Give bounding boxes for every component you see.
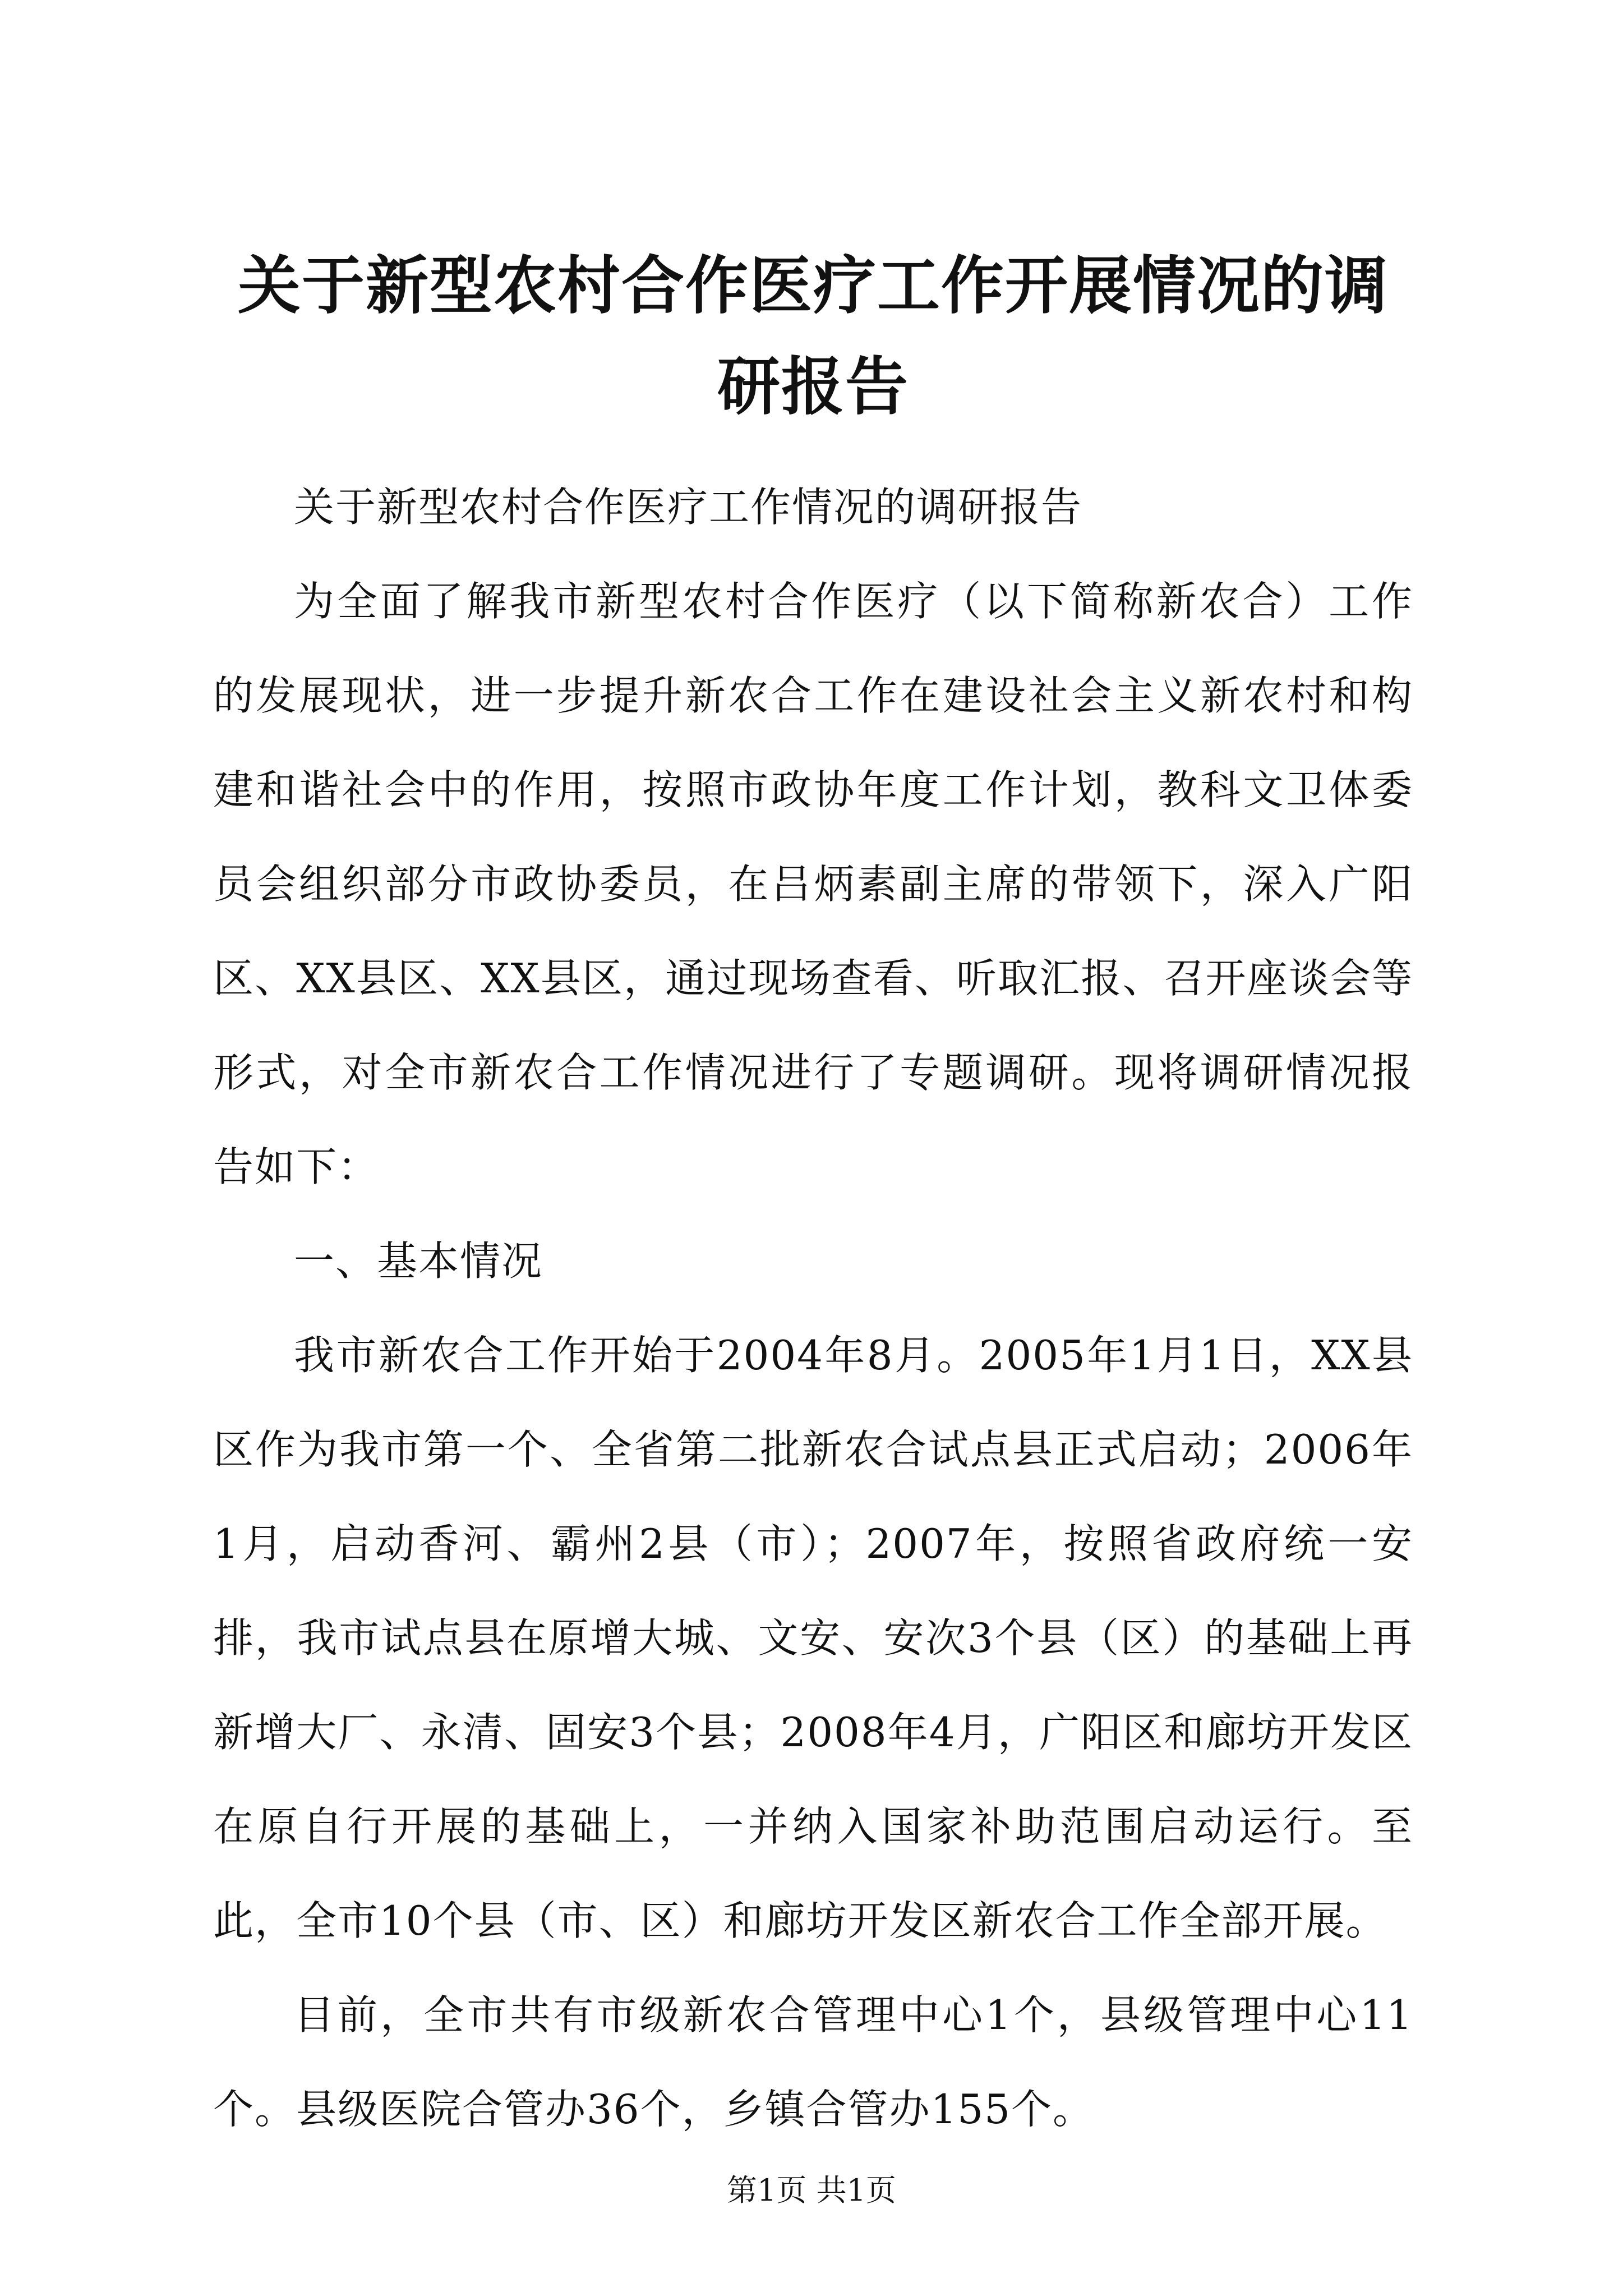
- document-body: [213, 460, 1413, 2156]
- document-title: 关于新型农村合作医疗工作开展情况的调研报告: [238, 249, 1389, 424]
- page-footer: 第1页 共1页: [727, 2173, 896, 2208]
- intro-paragraph: 为全面了解我市新型农村合作医疗（以下简称新农合）工作的发展现状，进一步提升新农合工作在建设社会主义新农村和构建和谐社会中的作用，按照市政协年度工作计划，教科文卫体委员会组织部分市政协委员，在吕炳素副主席的带领下，深入广阳区、XX县区、XX县区，通过现场查看、听取汇报、召开座谈会等形式，对全市新农合工作情况进行了专题调研。现将调研情况报告如下：: [213, 578, 1413, 1190]
- subtitle-paragraph: 关于新型农村合作医疗工作情况的调研报告: [294, 484, 1083, 531]
- history-paragraph: 我市新农合工作开始于2004年8月。2005年1月1日，XX县区作为我市第一个、全省第二批新农合试点县正式启动；2006年1月，启动香河、霸州2县（市）；2007年，按照省政府统一安排，我市试点县在原增大城、文安、安次3个县（区）的基础上再新增大厂、永清、固安3个县；2008年4月，广阳区和廊坊开发区在原自行开展的基础上，一并纳入国家补助范围启动运行。至此，全市10个县（市、区）和廊坊开发区新农合工作全部开展。: [213, 1332, 1413, 1944]
- status-paragraph: 目前，全市共有市级新农合管理中心1个，县级管理中心11个。县级医院合管办36个，乡镇合管办155个。: [213, 1991, 1413, 2133]
- section-heading: 一、基本情况: [294, 1237, 543, 1285]
